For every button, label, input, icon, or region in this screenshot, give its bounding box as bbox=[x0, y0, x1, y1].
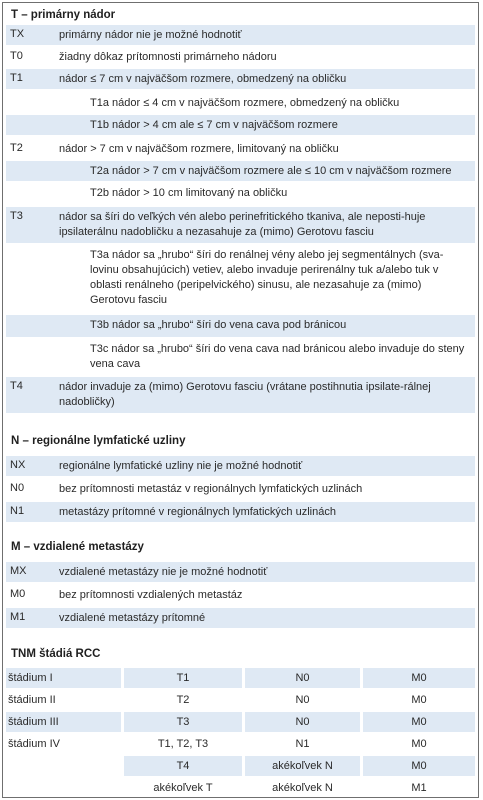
m-code: M1 bbox=[10, 611, 26, 623]
t-code: T2 bbox=[10, 142, 23, 154]
stage-n: akékoľvek N bbox=[245, 756, 360, 776]
t-code: TX bbox=[10, 28, 25, 40]
stage-m: M0 bbox=[363, 668, 475, 688]
t-description: nádor > 7 cm v najväčšom rozmere, limitovaný na obličku bbox=[59, 143, 339, 155]
n-row bbox=[6, 456, 475, 476]
t-description: T3b nádor sa „hrubo“ šíri do vena cava pod bránicou bbox=[90, 319, 347, 331]
stage-row bbox=[6, 778, 475, 798]
t-description: T2a nádor > 7 cm v najväčšom rozmere ale ≤ 10 cm v najväčšom rozmere bbox=[90, 165, 452, 177]
m-code: M0 bbox=[10, 588, 26, 600]
t-code: T0 bbox=[10, 50, 23, 62]
stage-t: T2 bbox=[176, 694, 190, 706]
n-section-title: N – regionálne lymfatické uzliny bbox=[11, 435, 186, 447]
stage-name bbox=[6, 778, 121, 798]
stage-name: štádium II bbox=[8, 694, 56, 706]
t-code: T1 bbox=[10, 72, 23, 84]
m-code: MX bbox=[10, 565, 27, 577]
tnm-table bbox=[2, 2, 479, 798]
stage-name bbox=[6, 756, 121, 776]
t-row bbox=[6, 139, 475, 159]
n-code: N1 bbox=[10, 505, 25, 517]
t-code: T3 bbox=[10, 210, 23, 222]
t-subrow bbox=[6, 115, 475, 135]
t-subrow bbox=[6, 245, 475, 311]
m-row bbox=[6, 608, 475, 628]
stage-t: akékoľvek T bbox=[153, 782, 213, 794]
stage-m: M0 bbox=[411, 738, 427, 750]
n-code: N0 bbox=[10, 482, 25, 494]
n-description: metastázy prítomné v regionálnych lymfatických uzlinách bbox=[59, 506, 336, 518]
stage-name: štádium III bbox=[6, 712, 121, 732]
t-subrow bbox=[6, 339, 475, 375]
stage-m: M0 bbox=[411, 694, 427, 706]
t-code: T4 bbox=[10, 380, 23, 392]
stage-t: T4 bbox=[124, 756, 242, 776]
n-description: regionálne lymfatické uzliny nie je možné hodnotiť bbox=[59, 460, 303, 472]
m-row bbox=[6, 562, 475, 582]
t-row bbox=[6, 207, 475, 243]
n-code: NX bbox=[10, 459, 26, 471]
stage-row bbox=[6, 668, 475, 688]
stage-row bbox=[6, 712, 475, 732]
t-subrow bbox=[6, 161, 475, 181]
stage-n: akékoľvek N bbox=[272, 782, 333, 794]
t-description: nádor ≤ 7 cm v najväčšom rozmere, obmedzený na obličku bbox=[59, 73, 347, 85]
stage-t: T3 bbox=[124, 712, 242, 732]
t-row bbox=[6, 69, 475, 89]
m-description: bez prítomnosti vzdialených metastáz bbox=[59, 589, 243, 601]
t-description: T3c nádor sa „hrubo“ šíri do vena cava nad bránicou alebo invaduje do steny vena cava bbox=[90, 343, 465, 370]
n-description: bez prítomnosti metastáz v regionálnych lymfatických uzlinách bbox=[59, 483, 363, 495]
stage-n: N0 bbox=[245, 712, 360, 732]
t-description: žiadny dôkaz prítomnosti primárneho nádoru bbox=[59, 51, 277, 63]
m-description: vzdialené metastázy prítomné bbox=[59, 612, 206, 624]
t-description: T1a nádor ≤ 4 cm v najväčšom rozmere, obmedzený na obličku bbox=[90, 97, 400, 109]
t-section-title: T – primárny nádor bbox=[11, 9, 116, 21]
stage-t: T1 bbox=[124, 668, 242, 688]
t-description: primárny nádor nie je možné hodnotiť bbox=[59, 29, 242, 41]
stage-m: M0 bbox=[363, 756, 475, 776]
stage-name: štádium I bbox=[6, 668, 121, 688]
stage-n: N0 bbox=[245, 668, 360, 688]
t-row bbox=[6, 25, 475, 45]
t-row bbox=[6, 47, 475, 67]
t-subrow bbox=[6, 93, 475, 113]
stage-row bbox=[6, 734, 475, 754]
t-subrow bbox=[6, 315, 475, 337]
stage-n: N1 bbox=[295, 738, 310, 750]
t-description: nádor invaduje za (mimo) Gerotovu fasciu (vrátane postihnutia ipsilate-rálnej nadobličky) bbox=[59, 381, 431, 408]
m-section-title: M – vzdialené metastázy bbox=[11, 541, 144, 553]
stages-title: TNM štádiá RCC bbox=[11, 648, 101, 660]
n-row bbox=[6, 479, 475, 499]
stage-row bbox=[6, 756, 475, 776]
t-description: nádor sa šíri do veľkých vén alebo perinefritického tkaniva, ale neposti-huje ipsilaterálnu nadobličku a nezasahuje za (mimo) Gerotovu fasciu bbox=[59, 211, 426, 238]
stage-t: T1, T2, T3 bbox=[157, 738, 209, 750]
m-row bbox=[6, 585, 475, 605]
n-row bbox=[6, 502, 475, 522]
t-description: T3a nádor sa „hrubo“ šíri do renálnej vény alebo jej segmentálnych (sva-lovinu obsahujúcich) vetiev, alebo invaduje perirenálny tuk a/alebo tuk v oblasti renálneho (peripelvického) sinusu, ale nezasahuje za (mimo) Gerotovu fasciu bbox=[90, 249, 444, 306]
t-subrow bbox=[6, 183, 475, 203]
t-description: T2b nádor > 10 cm limitovaný na obličku bbox=[90, 187, 288, 199]
t-row bbox=[6, 377, 475, 413]
stage-row bbox=[6, 690, 475, 710]
stage-m: M0 bbox=[363, 712, 475, 732]
m-description: vzdialené metastázy nie je možné hodnotiť bbox=[59, 566, 268, 578]
t-description: T1b nádor > 4 cm ale ≤ 7 cm v najväčšom rozmere bbox=[90, 119, 338, 131]
stage-n: N0 bbox=[295, 694, 310, 706]
stage-m: M1 bbox=[411, 782, 427, 794]
stage-name: štádium IV bbox=[8, 738, 60, 750]
